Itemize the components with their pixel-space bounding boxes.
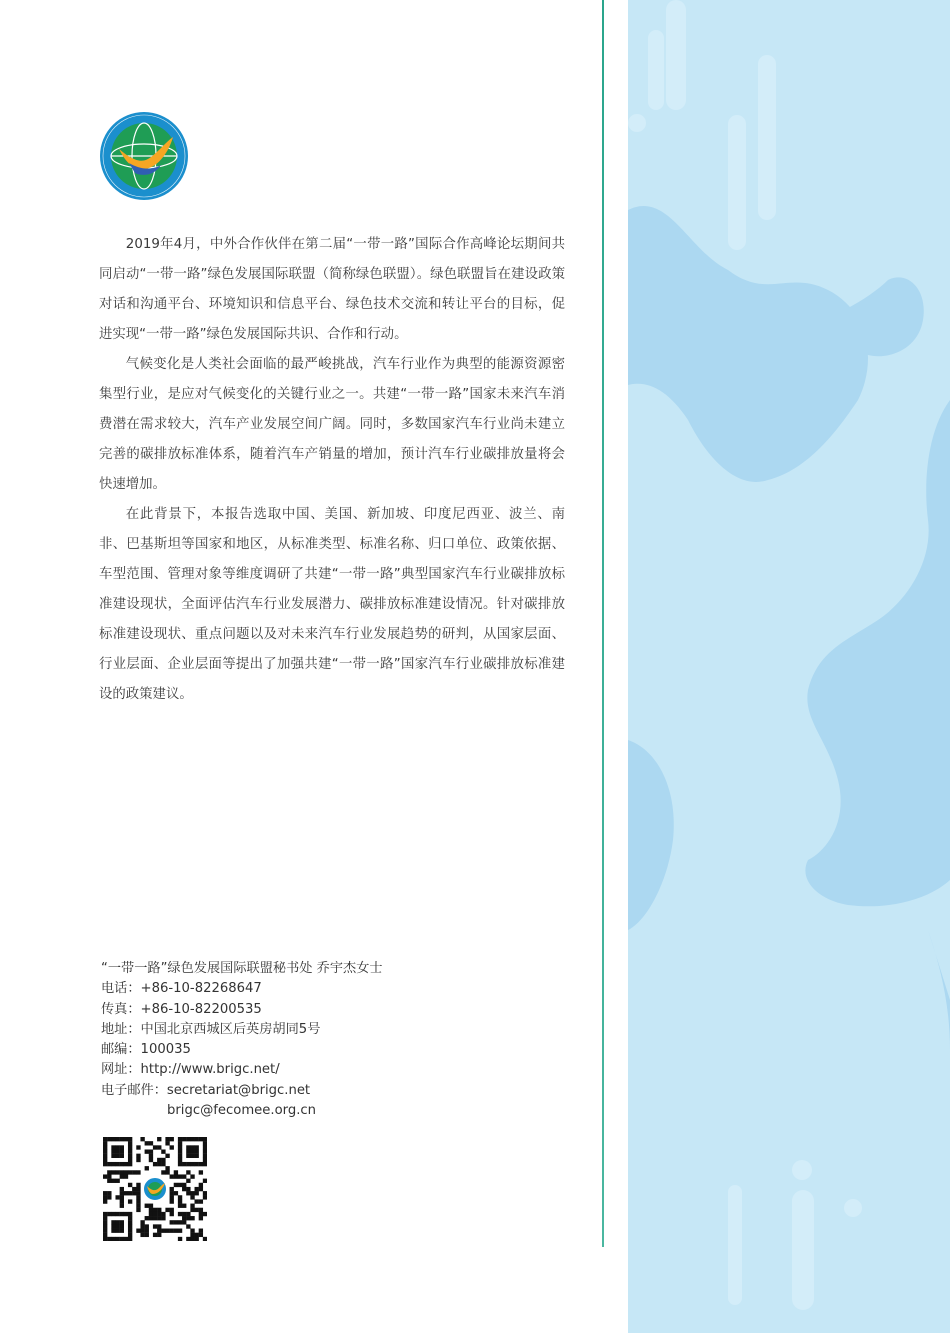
phone-line: 电话：+86-10-82268647 xyxy=(101,981,262,997)
intro-paragraph-2: 气候变化是人类社会面临的最严峻挑战，汽车行业作为典型的能源资源密集型行业，是应对气候变化的关键行业之一。共建“一带一路”国家未来汽车消费潜在需求较大，汽车产业发展空间广阔。同时，多数国家汽车行业尚未建立完善的碳排放标准体系，随着汽车产销量的增加，预计汽车行业碳排放量将会快速增加。 xyxy=(99,357,565,492)
intro-text xyxy=(99,230,565,710)
website-line[interactable]: 网址：http://www.brigc.net/ xyxy=(101,1062,280,1078)
fax-line: 传真：+86-10-82200535 xyxy=(101,1001,262,1017)
intro-paragraph-3: 在此背景下，本报告选取中国、美国、新加坡、印度尼西亚、波兰、南非、巴基斯坦等国家和地区，从标准类型、标准名称、归口单位、政策依据、车型范围、管理对象等维度调研了共建“一带一路”典型国家汽车行业碳排放标准建设现状，全面评估汽车行业发展潜力、碳排放标准建设情况。针对碳排放标准建设现状、重点问题以及对未来汽车行业发展趋势的研判，从国家层面、行业层面、企业层面等提出了加强共建“一带一路”国家汽车行业碳排放标准建设的政策建议。 xyxy=(99,507,565,702)
postcode-line: 邮编：100035 xyxy=(101,1042,191,1058)
secretariat-line: “一带一路”绿色发展国际联盟秘书处 乔宇杰女士 xyxy=(101,961,383,976)
world-map-decoration xyxy=(628,0,950,1333)
intro-paragraph-1: 2019年4月，中外合作伙伴在第二届“一带一路”国际合作高峰论坛期间共同启动“一带一路”绿色发展国际联盟（简称绿色联盟）。绿色联盟旨在建设政策对话和沟通平台、环境知识和信息平台、绿色技术交流和转让平台的目标，促进实现“一带一路”绿色发展国际共识、合作和行动。 xyxy=(99,237,565,342)
address-line: 地址：中国北京西城区后英房胡同5号 xyxy=(101,1021,321,1037)
contact-block xyxy=(101,959,501,1121)
map-illustration xyxy=(628,0,950,1333)
coalition-logo xyxy=(99,111,189,201)
vertical-divider-line xyxy=(602,0,604,1247)
email-line-1[interactable]: 电子邮件：secretariat@brigc.net xyxy=(101,1082,311,1098)
email-line-2[interactable]: brigc@fecomee.org.cn xyxy=(167,1103,317,1119)
qr-code xyxy=(103,1137,207,1241)
